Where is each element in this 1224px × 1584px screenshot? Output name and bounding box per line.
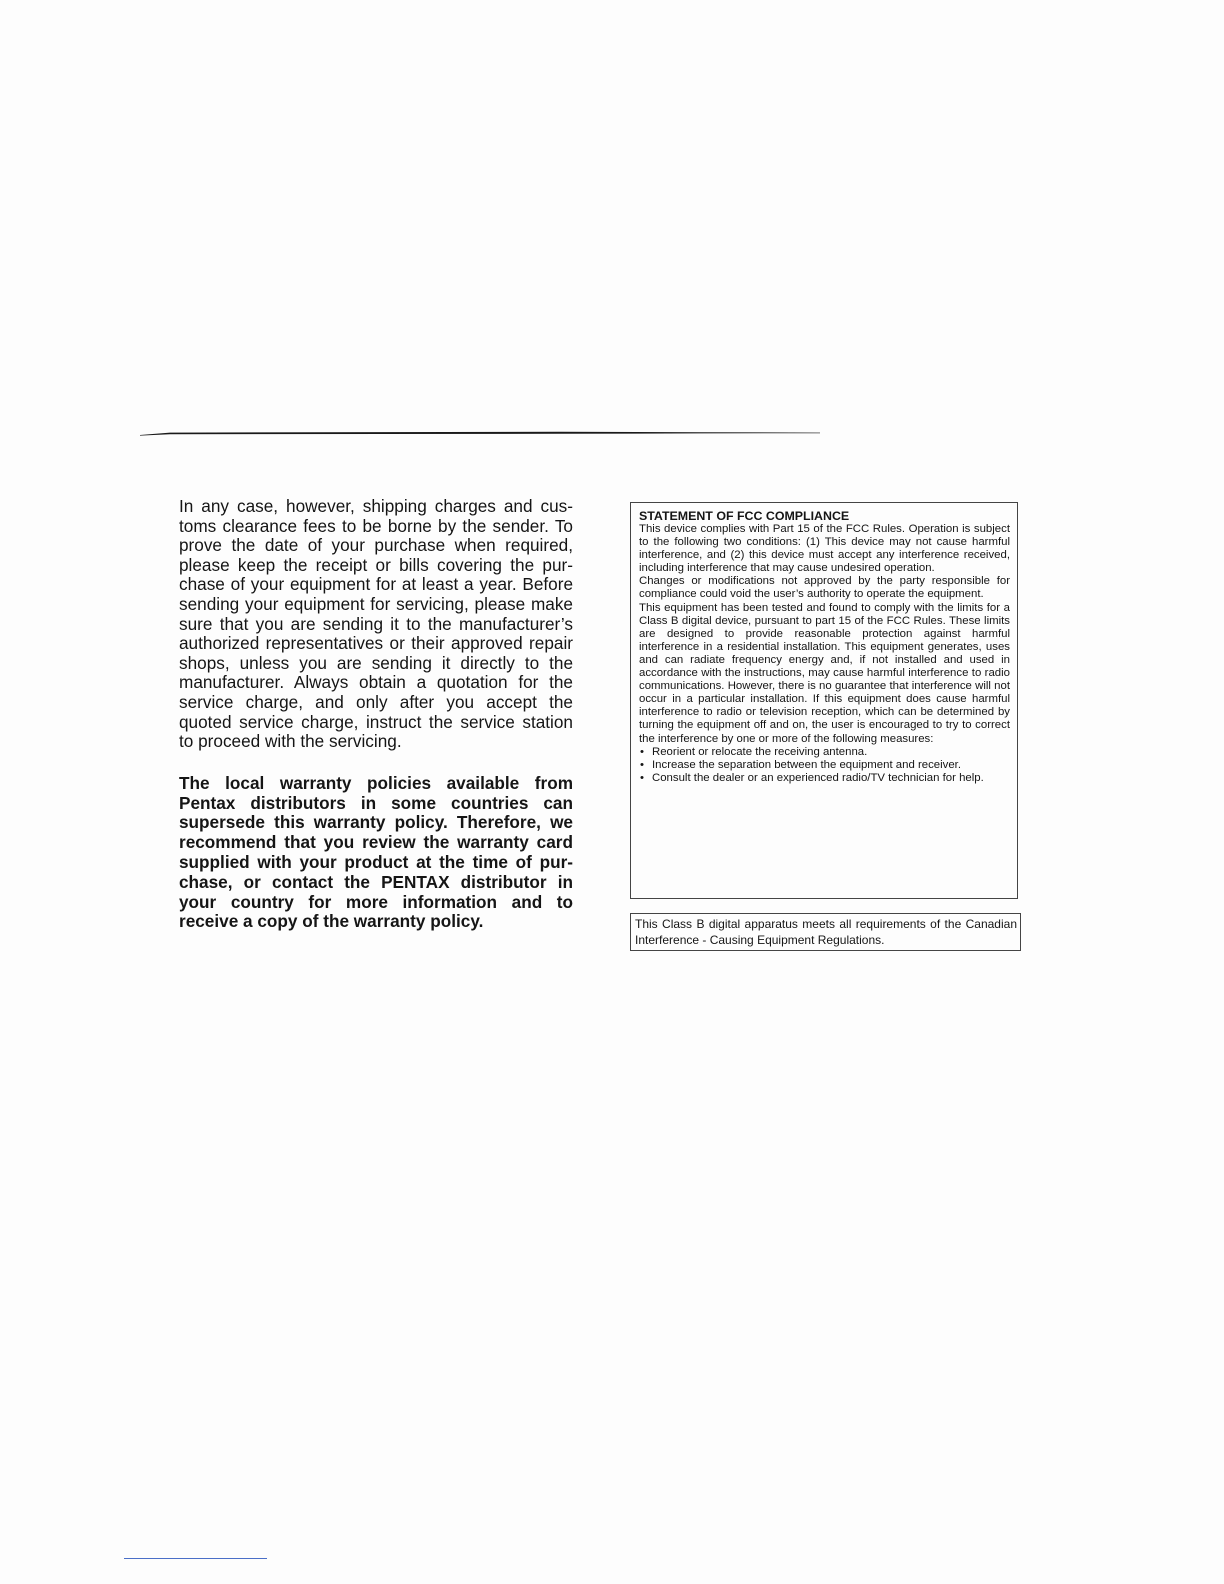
local-warranty-notice: The local warranty policies available from Pentax distributors in some countries can supersede this warranty policy. Therefore, we recommend that you review the warranty card supplied with your product at the time of purchase, or contact the PENTAX distributor in your country for more information and to receive a copy of the warranty policy. xyxy=(179,772,573,932)
fcc-measures-list xyxy=(639,746,1010,785)
fcc-title: STATEMENT OF FCC COMPLIANCE xyxy=(639,509,850,523)
bullet-icon: • xyxy=(640,771,644,784)
bullet-icon: • xyxy=(640,745,644,758)
fcc-compliance-box xyxy=(630,502,1018,899)
fcc-paragraph-testing: This equipment has been tested and found to comply with the limits for a Class B digital device, pursuant to part 15 of the FCC Rules. These limits are designed to provide reasonable protection against harmful interference in a residential installation. This equipment generates, uses and can radiate frequency energy and, if not installed and used in accordance with the instructions, may cause harmful interference to radio communications. However, there is no guarantee that interference will not occur in a particular installation. If this equipment does cause harmful interference to radio or television reception, which can be determined by turning the equipment off and on, the user is encouraged to try to correct the interference by one or more of the following measures: xyxy=(639,601,1010,745)
list-item: • Reorient or relocate the receiving antenna. xyxy=(640,745,868,758)
fcc-paragraph-conditions: This device complies with Part 15 of the FCC Rules. Operation is subject to the following two conditions: (1) This device may not cause harmful interference, and (2) this device must accept any interference received, including interference that may cause undesired operation. xyxy=(639,523,1010,575)
canada-compliance-box: This Class B digital apparatus meets all requirements of the Canadian Interference - Causing Equipment Regulations. xyxy=(630,913,1021,951)
bottom-rule xyxy=(124,1558,267,1559)
top-horizontal-rule xyxy=(140,430,820,436)
list-item: • Consult the dealer or an experienced radio/TV technician for help. xyxy=(640,771,984,784)
list-item: • Increase the separation between the equipment and receiver. xyxy=(640,758,962,771)
fcc-paragraph-modifications: Changes or modifications not approved by the party responsible for compliance could void the user’s authority to operate the equipment. xyxy=(639,575,1010,601)
warranty-shipping-paragraph: In any case, however, shipping charges and customs clearance fees to be borne by the sender. To prove the date of your purchase when required, please keep the receipt or bills covering the purchase of your equipment for at least a year. Before sending your equipment for servicing, please make sure that you are sending it to the manufacturer’s authorized representatives or their approved repair shops, unless you are sending it directly to the manufacturer. Always obtain a quotation for the service charge, and only after you accept the quoted service charge, instruct the service station to proceed with the servicing. xyxy=(179,496,573,752)
left-column xyxy=(179,497,573,932)
bullet-icon: • xyxy=(640,758,644,771)
